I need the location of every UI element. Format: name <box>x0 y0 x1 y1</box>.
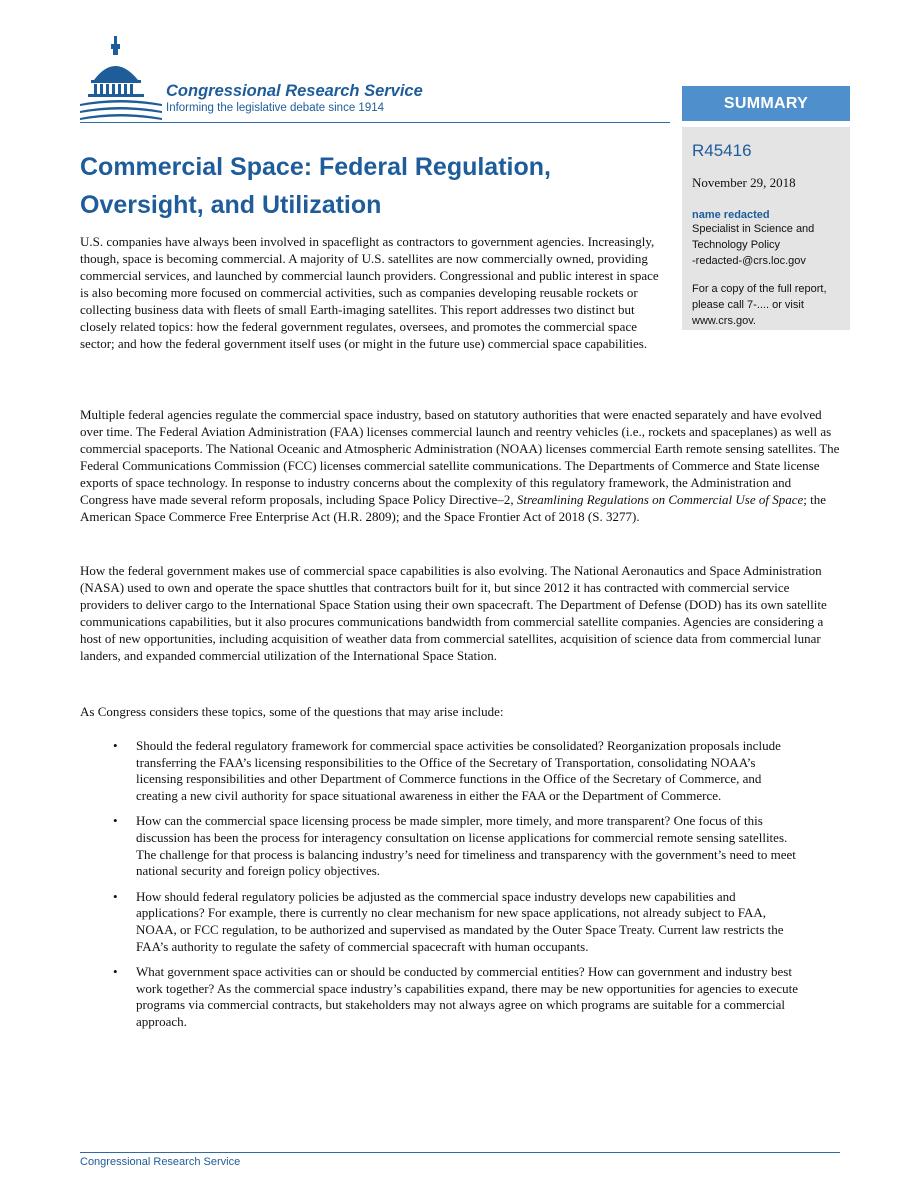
org-tagline: Informing the legislative debate since 1914 <box>166 102 385 114</box>
list-item <box>80 889 800 955</box>
header-divider <box>80 122 670 123</box>
summary-info-box <box>682 127 850 330</box>
bullet-icon: • <box>113 813 118 829</box>
list-item-text: How can the commercial space licensing process be made simpler, more timely, and more transparent? One focus of this discussion has been the process for interagency consultation on license applications for commercial remote sensing satellites. The challenge for that process is balancing industry’s need for timeliness and transparency with the government’s need to meet national security and foreign policy objectives. <box>136 813 796 879</box>
footer-org-name: Congressional Research Service <box>80 1156 241 1168</box>
list-item-text: Should the federal regulatory framework for commercial space activities be consolidated? Reorganization proposals include transferring the FAA’s licensing responsibilities to the Office of the Secretary of Transportation, consolidating NOAA’s licensing responsibilities and other Department of Commerce functions in the Office of the Secretary of Commerce, and creating a new civil authority for space situational awareness in either the FAA or the Department of Commerce. <box>136 738 781 803</box>
summary-banner: SUMMARY <box>682 86 850 121</box>
paragraph-regulation <box>80 406 840 525</box>
spd2-title: Streamlining Regulations on Commercial Use of Space <box>516 492 804 507</box>
crs-logo <box>80 34 670 124</box>
summary-sidebar <box>682 86 850 330</box>
list-item <box>80 813 800 879</box>
paragraph-regulation-part-1: Multiple federal agencies regulate the commercial space industry, based on statutory authorities that were enacted separately and have evolved over time. The Federal Aviation Administration (FAA) licenses commercial launch and reentry vehicles (i.e., rockets and spaceplanes) as well as commercial spaceports. The National Oceanic and Atmospheric Administration (NOAA) licenses commercial Earth remote sensing satellites. The Federal Communications Commission (FCC) licenses commercial satellite communications. The Departments of Commerce and State license exports of space technology. In response to industry concerns about the complexity of this regulatory framework, the Administration and Congress have made several reform proposals, including Space Policy Directive–2, <box>80 407 840 507</box>
report-date: November 29, 2018 <box>692 175 796 190</box>
author-title-line-1: Specialist in Science and <box>692 223 815 235</box>
bullet-icon: • <box>113 738 118 753</box>
paragraph-utilization: How the federal government makes use of commercial space capabilities is also evolving. The National Aeronautics and Space Administration (NASA) used to own and operate the space shuttles that contractors built for it, but since 2012 it has contracted with commercial service providers to deliver cargo to the International Space Station using their own spacecraft. The Department of Defense (DOD) has its own satellite communications capabilities, but it also procures communications bandwidth from commercial satellite companies. Agencies are considering a host of new opportunities, including acquisition of weather data from commercial satellites, acquisition of science data from commercial lunar landers, and expanded commercial utilization of the International Space Station. <box>80 563 827 663</box>
org-name: Congressional Research Service <box>166 82 423 100</box>
paragraph-questions-intro: As Congress considers these topics, some of the questions that may arise include: <box>80 704 504 719</box>
list-item-text: How should federal regulatory policies be adjusted as the commercial space industry develops new capabilities and applications? For example, there is currently no clear mechanism for new space applications, not already subject to FAA, NOAA, or FCC regulation, to be authorized and supervised as mandated by the Outer Space Treaty. Current law restricts the FAA’s authority to regulate the safety of commercial spacecraft with human occupants. <box>136 888 784 954</box>
bullet-icon: • <box>113 888 118 904</box>
copy-note: For a copy of the full report, please call 7-.... or visit www.crs.gov. <box>692 283 827 327</box>
list-item <box>80 738 800 804</box>
report-id: R45416 <box>692 141 752 160</box>
bullet-icon: • <box>113 964 118 980</box>
list-item <box>80 964 800 1030</box>
author-email: -redacted-@crs.loc.gov <box>692 255 806 267</box>
author-name: name redacted <box>692 209 770 221</box>
capitol-dome-icon <box>80 34 162 124</box>
paragraph-regulation-part-2: ; the American Space Commerce Free Enterprise Act (H.R. 2809); and the Space Frontier Act of 2018 (S. 3277). <box>80 492 827 524</box>
list-item-text: What government space activities can or should be conducted by commercial entities? How can government and industry best work together? As the commercial space industry’s capabilities expand, there may be new opportunities for agencies to execute programs via commercial contracts, but stakeholders may not always agree on which programs are suitable for a commercial approach. <box>136 964 799 1029</box>
page-title: Commercial Space: Federal Regulation, Oversight, and Utilization <box>80 153 551 219</box>
footer-divider <box>80 1152 840 1153</box>
author-title-line-2: Technology Policy <box>692 239 781 251</box>
paragraph-intro: U.S. companies have always been involved in spaceflight as contractors to government agencies. Increasingly, though, space is becoming commercial. A majority of U.S. satellites are now commercially owned, providing commercial services, and launched by commercial launch providers. Congressional and public interest in space is also becoming more focused on commercial activities, such as companies developing reusable rockets or collecting business data with fleets of small Earth-imaging satellites. This report addresses two distinct but closely related topics: how the federal government regulates, oversees, and promotes the commercial space sector; and how the federal government itself uses (or might in the future use) commercial space capabilities. <box>80 234 659 351</box>
questions-list <box>80 738 800 1040</box>
